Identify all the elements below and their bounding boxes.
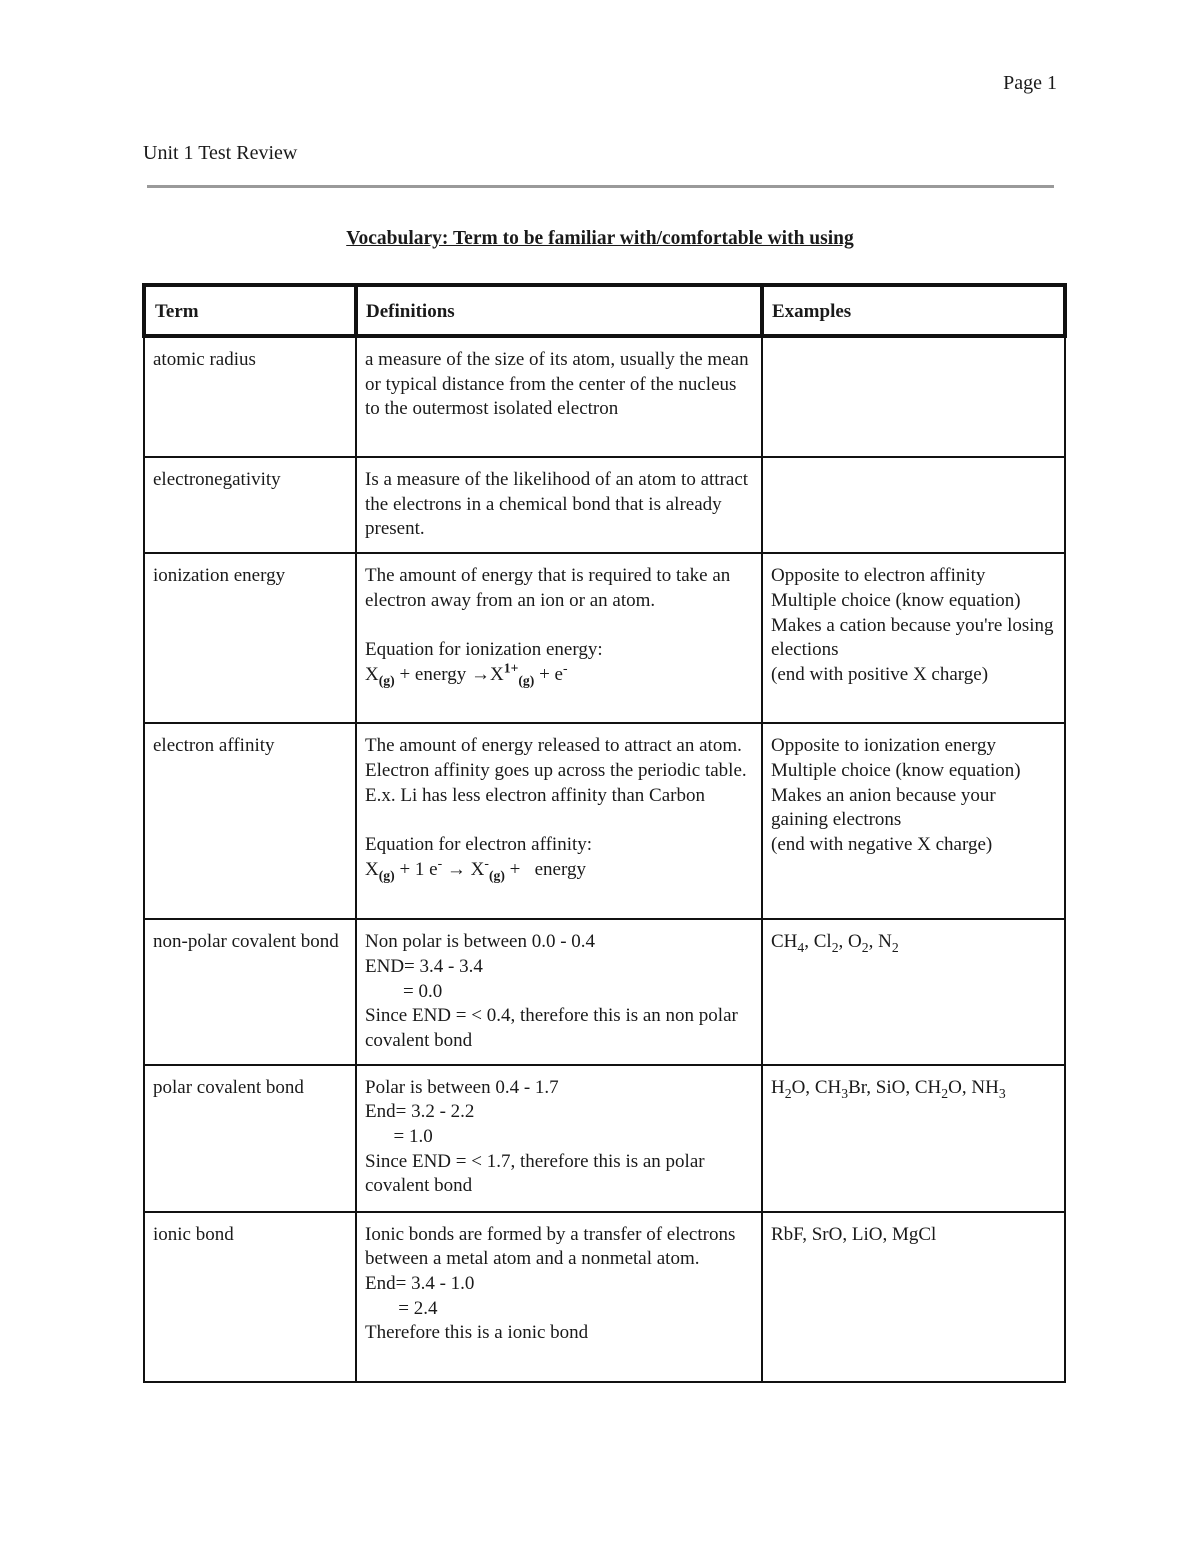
definition-cell: [356, 919, 762, 1065]
vocabulary-table: [142, 283, 1067, 1383]
formula-tail: ,: [868, 931, 879, 953]
equation-label: Equation for electron affinity:: [365, 833, 593, 855]
table-row: [144, 1212, 1065, 1382]
definition-text: Is a measure of the likelihood of an atom to attract the electrons in a chemical bond that is already present.: [365, 469, 753, 540]
equation-label: Equation for ionization energy:: [365, 639, 603, 661]
table-row: [144, 553, 1065, 723]
eq-subscript: (g): [378, 867, 395, 883]
formula-tail: O,: [791, 1076, 815, 1098]
examples-cell: [762, 457, 1065, 553]
eq-term: + energy: [504, 858, 586, 880]
definition-text: a measure of the size of its atom, usually the mean or typical distance from the center of the nucleus to the outermost isolated electron: [365, 349, 754, 420]
example-line: (end with negative X charge): [771, 833, 993, 855]
table-row: [144, 336, 1065, 457]
definition-line: = 2.4: [365, 1297, 438, 1319]
definition-cell: [356, 553, 762, 723]
column-header-definitions: Definitions: [356, 285, 762, 336]
definition-cell: [356, 1065, 762, 1212]
example-line: Multiple choice (know equation): [771, 759, 1021, 781]
table-row: [144, 723, 1065, 919]
definition-line: = 1.0: [365, 1126, 433, 1148]
definition-line: END= 3.4 - 3.4: [365, 955, 483, 977]
table-row: [144, 457, 1065, 553]
eq-superscript: 1+: [503, 660, 519, 676]
eq-superscript: -: [484, 855, 489, 871]
formula-base: CH: [814, 1076, 842, 1098]
formula-tail: ,: [838, 931, 849, 953]
definition-line: Polar is between 0.4 - 1.7: [365, 1076, 559, 1098]
definition-cell: [356, 457, 762, 553]
definition-line: = 0.0: [365, 980, 443, 1002]
formula-subscript: 3: [841, 1085, 849, 1101]
eq-term: X: [365, 858, 379, 880]
example-line: (end with positive X charge): [771, 663, 989, 685]
column-header-examples: Examples: [762, 285, 1065, 336]
term-cell: non-polar covalent bond: [144, 919, 356, 1065]
eq-superscript: -: [437, 855, 443, 871]
examples-cell: [762, 553, 1065, 723]
formula-subscript: 3: [998, 1085, 1006, 1101]
table-row: [144, 1065, 1065, 1212]
eq-term: → X: [442, 858, 485, 880]
examples-cell: RbF, SrO, LiO, MgCl: [762, 1212, 1065, 1382]
affinity-equation: [365, 855, 753, 883]
definition-text: The amount of energy released to attract an atom. Electron affinity goes up across the periodic table. E.x. Li has less electron affinity than Carbon: [365, 735, 752, 806]
formula-base: NH: [971, 1076, 999, 1098]
eq-subscript: (g): [378, 672, 395, 688]
column-header-term: Term: [144, 285, 356, 336]
eq-superscript: -: [562, 660, 568, 676]
section-heading: Vocabulary: Term to be familiar with/comfortable with using: [346, 228, 854, 249]
formula-tail: O,: [948, 1076, 972, 1098]
examples-cell: [762, 1065, 1065, 1212]
examples-cell: [762, 723, 1065, 919]
formula-subscript: 2: [831, 939, 839, 955]
eq-term: + e: [534, 663, 563, 685]
definition-line: Non polar is between 0.0 - 0.4: [365, 931, 596, 953]
formula-subscript: 2: [941, 1085, 949, 1101]
formula-base: Cl: [813, 931, 832, 953]
term-cell: polar covalent bond: [144, 1065, 356, 1212]
page-number: Page 1: [1003, 72, 1057, 94]
term-cell: atomic radius: [144, 336, 356, 457]
example-line: Opposite to ionization energy: [771, 735, 996, 757]
formula-subscript: 2: [861, 939, 869, 955]
formula-subscript: 2: [784, 1085, 792, 1101]
definition-cell: [356, 336, 762, 457]
definition-line: Since END = < 0.4, therefore this is an non polar covalent bond: [365, 1005, 743, 1051]
formula-base: N: [878, 931, 892, 953]
definition-cell: [356, 723, 762, 919]
definition-line: End= 3.4 - 1.0: [365, 1273, 475, 1295]
definition-line: Therefore this is a ionic bond: [365, 1322, 589, 1344]
term-cell: electronegativity: [144, 457, 356, 553]
eq-subscript: (g): [518, 672, 535, 688]
ionization-equation: [365, 660, 753, 688]
table-row: [144, 919, 1065, 1065]
term-cell: electron affinity: [144, 723, 356, 919]
examples-cell: [762, 336, 1065, 457]
eq-term: + 1 e: [394, 858, 438, 880]
header-divider: [147, 185, 1054, 188]
formula-base: CH: [914, 1076, 942, 1098]
formula-tail: Br, SiO,: [848, 1076, 915, 1098]
document-title: Unit 1 Test Review: [143, 142, 298, 164]
formula-base: O: [848, 931, 862, 953]
term-cell: ionic bond: [144, 1212, 356, 1382]
example-line: Makes a cation because you're losing elections: [771, 614, 1059, 661]
examples-cell: [762, 919, 1065, 1065]
definition-cell: [356, 1212, 762, 1382]
spacer: [365, 614, 753, 639]
formula-list: [771, 930, 1056, 955]
formula-list: [771, 1076, 1056, 1101]
definition-line: End= 3.2 - 2.2: [365, 1101, 475, 1123]
definition-line: Ionic bonds are formed by a transfer of electrons between a metal atom and a nonmetal atom.: [365, 1223, 741, 1270]
formula-base: CH: [771, 931, 798, 953]
eq-term: + energy →X: [394, 663, 504, 685]
definition-text: The amount of energy that is required to take an electron away from an ion or an atom.: [365, 565, 736, 611]
formula-tail: ,: [804, 931, 814, 953]
example-line: Opposite to electron affinity: [771, 565, 986, 587]
formula-base: H: [771, 1076, 785, 1098]
definition-line: Since END = < 1.7, therefore this is an polar covalent bond: [365, 1150, 710, 1197]
spacer: [365, 808, 753, 833]
formula-subscript: 2: [891, 939, 899, 955]
term-cell: ionization energy: [144, 553, 356, 723]
formula-subscript: 4: [797, 939, 805, 955]
example-line: Makes an anion because your gaining electrons: [771, 784, 1001, 831]
table-header-row: [144, 285, 1065, 336]
eq-term: X: [365, 663, 379, 685]
eq-subscript: (g): [488, 867, 505, 883]
example-line: Multiple choice (know equation): [771, 589, 1021, 611]
